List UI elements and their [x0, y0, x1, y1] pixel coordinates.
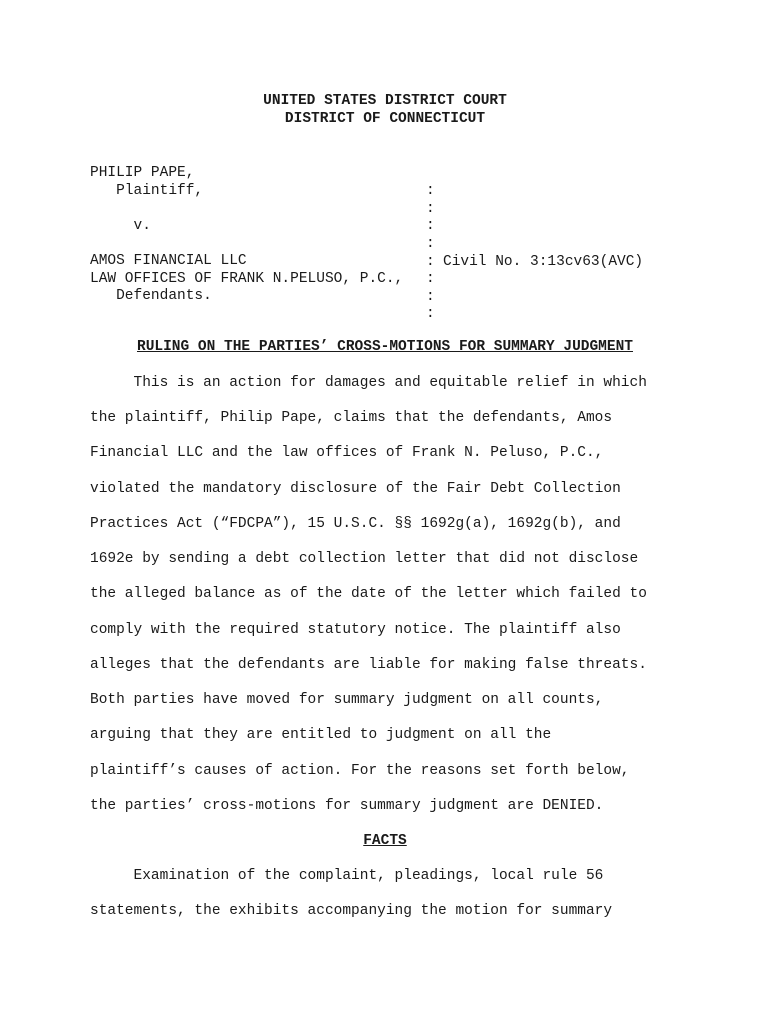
caption-colon: :: [426, 306, 435, 322]
civil-number: Civil No. 3:13cv63(AVC): [443, 254, 644, 270]
body-line: Financial LLC and the law offices of Frank N. Peluso, P.C.,: [90, 445, 604, 461]
body-line: 1692e by sending a debt collection letter that did not disclose: [90, 551, 639, 567]
facts-line: Examination of the complaint, pleadings, local rule 56: [90, 868, 604, 884]
caption-colon: :: [426, 253, 435, 270]
caption-colon: :: [426, 183, 435, 199]
body-line: arguing that they are entitled to judgment on all the: [90, 727, 552, 743]
body-line: the plaintiff, Philip Pape, claims that the defendants, Amos: [90, 410, 613, 426]
body-line: alleges that the defendants are liable for making false threats.: [90, 657, 647, 673]
court-district: DISTRICT OF CONNECTICUT: [284, 111, 486, 127]
body-line: comply with the required statutory notice. The plaintiff also: [90, 622, 621, 638]
caption-party: PHILIP PAPE,: [90, 165, 195, 181]
body-line: the parties’ cross-motions for summary judgment are DENIED.: [90, 798, 604, 814]
caption-versus: v.: [90, 218, 151, 234]
caption-party: AMOS FINANCIAL LLC: [90, 253, 247, 269]
court-name: UNITED STATES DISTRICT COURT: [263, 93, 507, 109]
body-line: Practices Act (“FDCPA”), 15 U.S.C. §§ 1692g(a), 1692g(b), and: [90, 516, 621, 532]
facts-line: statements, the exhibits accompanying the motion for summary: [90, 903, 613, 919]
caption-party-role: Defendants.: [90, 288, 212, 304]
body-line: Both parties have moved for summary judgment on all counts,: [90, 692, 604, 708]
caption-colon: :: [426, 271, 435, 287]
caption-colon: :: [426, 288, 435, 305]
ruling-title: RULING ON THE PARTIES’ CROSS-MOTIONS FOR SUMMARY JUDGMENT: [137, 339, 633, 355]
body-line: This is an action for damages and equitable relief in which: [90, 375, 647, 391]
caption-colon: :: [426, 236, 435, 252]
caption-party-role: Plaintiff,: [90, 182, 204, 199]
facts-heading: FACTS: [363, 833, 407, 849]
caption-colon: :: [426, 218, 435, 234]
body-line: violated the mandatory disclosure of the Fair Debt Collection: [90, 481, 621, 497]
body-line: the alleged balance as of the date of the letter which failed to: [90, 586, 647, 602]
caption-party: LAW OFFICES OF FRANK N.PELUSO, P.C.,: [90, 270, 404, 287]
caption-colon: :: [426, 200, 435, 217]
body-line: plaintiff’s causes of action. For the reasons set forth below,: [90, 763, 630, 779]
